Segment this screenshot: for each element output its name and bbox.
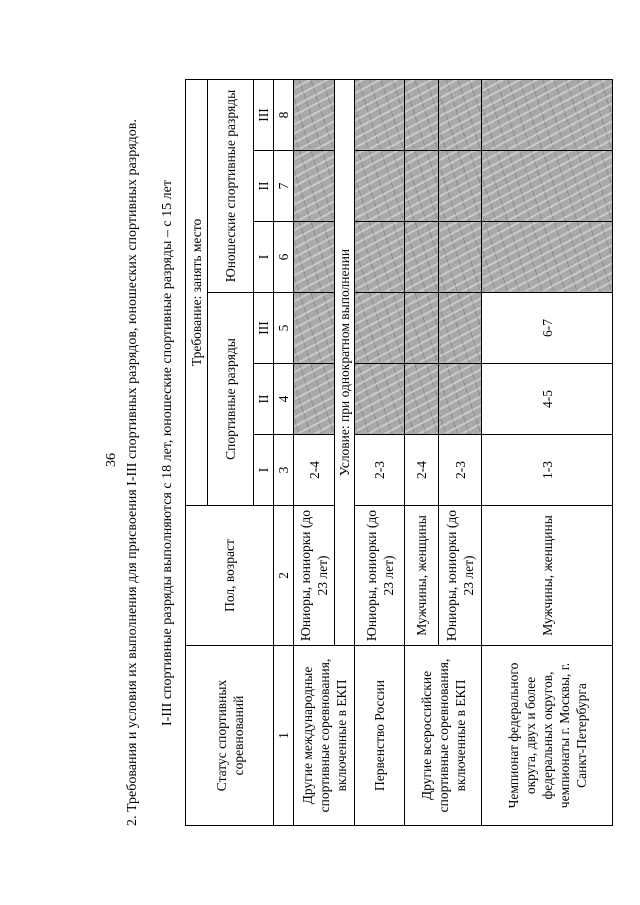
shaded-cell <box>405 151 439 222</box>
shaded-cell <box>294 151 335 222</box>
header-gender-age: Пол, возраст <box>186 506 274 646</box>
shaded-cell <box>355 79 405 150</box>
shaded-cell <box>439 79 482 150</box>
shaded-cell <box>482 79 613 150</box>
rank-label: III <box>254 79 274 150</box>
shaded-cell <box>294 79 335 150</box>
shaded-cell <box>294 222 335 293</box>
rank-label: III <box>254 293 274 364</box>
row-gender-age: Юниоры, юниорки (до 23 лет) <box>294 506 335 646</box>
condition-text: Условие: при однократном выполнении <box>335 79 355 645</box>
shaded-cell <box>482 222 613 293</box>
column-number: 6 <box>274 222 294 293</box>
header-youth-ranks: Юношеские спортивные разряды <box>208 79 254 292</box>
column-number: 1 <box>274 646 294 826</box>
shaded-cell <box>405 364 439 435</box>
rank-label: II <box>254 364 274 435</box>
shaded-cell <box>355 151 405 222</box>
header-sport-ranks: Спортивные разряды <box>208 293 254 506</box>
shaded-cell <box>294 364 335 435</box>
shaded-cell <box>439 151 482 222</box>
shaded-cell <box>439 222 482 293</box>
rank-label: I <box>254 435 274 506</box>
rotated-content <box>100 80 624 840</box>
shaded-cell <box>482 151 613 222</box>
row-status: Чемпионат федерального округа, двух и более федеральных округов, чемпионаты г. Москвы, г. Санкт-Петербурга <box>482 646 613 826</box>
shaded-cell <box>355 222 405 293</box>
column-number: 3 <box>274 435 294 506</box>
rank-label: II <box>254 151 274 222</box>
shaded-cell <box>439 293 482 364</box>
shaded-cell <box>294 293 335 364</box>
header-status: Статус спортивных соревнований <box>186 646 274 826</box>
row-status: Другие всероссийские спортивные соревнования, включенные в ЕКП <box>405 646 482 826</box>
column-number: 5 <box>274 293 294 364</box>
rank-label: I <box>254 222 274 293</box>
age-note: I-III спортивные разряды выполняются с 18 лет, юношеские спортивные разряды – с 15 лет <box>160 180 175 726</box>
column-number: 8 <box>274 79 294 150</box>
header-requirement: Требование: занять место <box>186 79 208 505</box>
value-rank-iii: 6-7 <box>482 293 613 364</box>
row-gender-age: Мужчины, женщины <box>482 506 613 646</box>
row-gender-age: Юниоры, юниорки (до 23 лет) <box>439 506 482 646</box>
section-heading: 2. Требования и условия их выполнения для присвоения I-III спортивных разрядов, юношеских спортивных разрядов. <box>125 119 140 826</box>
value-rank-ii: 4-5 <box>482 364 613 435</box>
requirements-table <box>185 79 613 826</box>
shaded-cell <box>405 293 439 364</box>
column-number: 2 <box>274 506 294 646</box>
row-gender-age: Мужчины, женщины <box>405 506 439 646</box>
page-number: 36 <box>104 453 119 467</box>
value-rank-i: 2-3 <box>439 435 482 506</box>
column-number: 4 <box>274 364 294 435</box>
shaded-cell <box>355 364 405 435</box>
shaded-cell <box>405 79 439 150</box>
row-status: Первенство России <box>355 646 405 826</box>
row-gender-age: Юниоры, юниорки (до 23 лет) <box>355 506 405 646</box>
value-rank-i: 2-4 <box>405 435 439 506</box>
shaded-cell <box>405 222 439 293</box>
value-rank-i: 2-3 <box>355 435 405 506</box>
shaded-cell <box>439 364 482 435</box>
value-rank-i: 2-4 <box>294 435 335 506</box>
shaded-cell <box>355 293 405 364</box>
value-rank-i: 1-3 <box>482 435 613 506</box>
row-status: Другие международные спортивные соревнования, включенные в ЕКП <box>294 646 355 826</box>
column-number: 7 <box>274 151 294 222</box>
